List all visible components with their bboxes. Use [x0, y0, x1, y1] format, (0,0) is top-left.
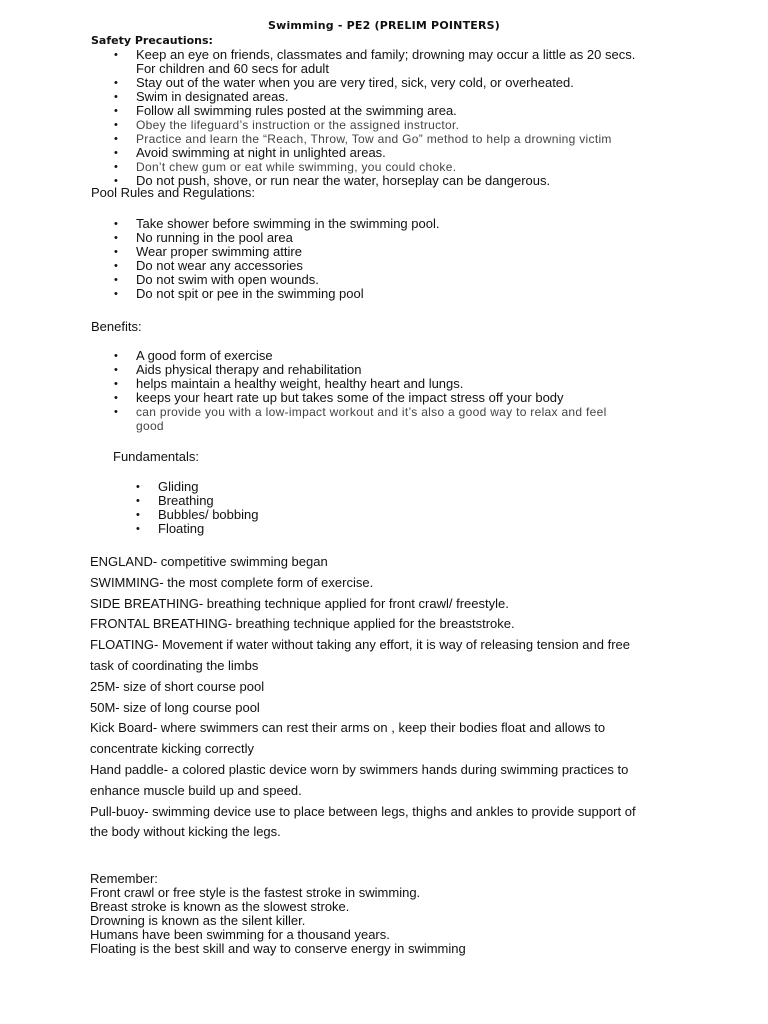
list-item [114, 132, 696, 146]
list-item-text: Aids physical therapy and rehabilitation [136, 362, 362, 377]
list-item [136, 521, 558, 536]
remember-heading: Remember: [90, 871, 158, 886]
list-item-text: No running in the pool area [136, 230, 293, 245]
list-item-text: Breathing [158, 493, 214, 508]
list-item-text: Bubbles/ bobbing [158, 507, 259, 522]
list-item [114, 390, 696, 405]
bullet-icon: • [114, 260, 118, 272]
fundamentals-heading: Fundamentals: [113, 449, 199, 464]
list-item-text: Take shower before swimming in the swimming pool. [136, 216, 440, 231]
list-item-continuation [136, 419, 696, 433]
definition-line: task of coordinating the limbs [90, 657, 259, 673]
remember-line: Drowning is known as the silent killer. [90, 913, 306, 928]
list-item-text: Floating [158, 521, 205, 536]
safety-heading: Safety Precautions: [91, 34, 213, 47]
bullet-icon: • [114, 378, 118, 390]
list-item [114, 286, 696, 301]
list-item [114, 47, 696, 62]
bullet-icon: • [114, 274, 118, 286]
definition-line: ENGLAND- competitive swimming began [90, 554, 328, 569]
definitions-block [90, 552, 680, 843]
definition-line: the body without kicking the legs. [90, 824, 281, 840]
list-item [114, 258, 696, 273]
list-item-text: good [136, 419, 164, 433]
list-item [114, 160, 696, 174]
list-item [114, 89, 696, 104]
bullet-icon: • [114, 49, 118, 61]
list-item [114, 103, 696, 118]
definition-line: FRONTAL BREATHING- breathing technique applied for the breaststroke. [90, 616, 515, 632]
remember-block [90, 872, 690, 956]
list-item-text: Do not push, shove, or run near the water, horseplay can be dangerous. [136, 173, 551, 188]
bullet-icon: • [114, 105, 118, 117]
bullet-icon: • [114, 288, 118, 300]
definition-line: Hand paddle- a colored plastic device worn by swimmers hands during swimming practices to [90, 761, 629, 777]
list-item-text: Keep an eye on friends, classmates and family; drowning may occur a little as 20 secs. [136, 47, 636, 62]
list-item-text: Avoid swimming at night in unlighted areas. [136, 145, 386, 160]
list-item [136, 507, 558, 522]
bullet-icon: • [114, 133, 118, 145]
list-item [114, 244, 696, 259]
list-item-text: Don’t chew gum or eat while swimming, you could choke. [136, 160, 457, 174]
bullet-icon: • [114, 91, 118, 103]
list-item [114, 362, 696, 377]
bullet-icon: • [114, 246, 118, 258]
list-item-text: Wear proper swimming attire [136, 244, 302, 259]
definition-line: FLOATING- Movement if water without taking any effort, it is way of releasing tension and free [90, 637, 630, 653]
definition-line: SIDE BREATHING- breathing technique applied for front crawl/ freestyle. [90, 595, 509, 611]
bullet-icon: • [114, 77, 118, 89]
definition-line: Pull-buoy- swimming device use to place between legs, thighs and ankles to provide support of [90, 803, 636, 819]
list-item [114, 230, 696, 245]
bullet-icon: • [136, 481, 140, 493]
list-item-continuation [136, 62, 696, 76]
remember-line: Breast stroke is known as the slowest stroke. [90, 899, 350, 914]
list-item-text: Do not wear any accessories [136, 258, 303, 273]
list-item-text: Do not swim with open wounds. [136, 272, 319, 287]
list-item [114, 118, 696, 132]
definition-line: 25M- size of short course pool [90, 678, 265, 694]
list-item [136, 493, 558, 508]
list-item-text: Stay out of the water when you are very tired, sick, very cold, or overheated. [136, 75, 574, 90]
bullet-icon: • [114, 119, 118, 131]
remember-line: Humans have been swimming for a thousand years. [90, 927, 390, 942]
list-item [114, 376, 696, 391]
list-item-text: Follow all swimming rules posted at the swimming area. [136, 103, 457, 118]
remember-line: Front crawl or free style is the fastest stroke in swimming. [90, 885, 421, 900]
bullet-icon: • [114, 406, 118, 418]
bullet-icon: • [136, 523, 140, 535]
list-item [114, 75, 696, 90]
definition-line: Kick Board- where swimmers can rest their arms on , keep their bodies float and allows to [90, 720, 606, 736]
list-item-text: For children and 60 secs for adult [136, 61, 329, 76]
safety-list [114, 47, 696, 188]
list-item [114, 272, 696, 287]
bullet-icon: • [136, 495, 140, 507]
remember-line: Floating is the best skill and way to conserve energy in swimming [90, 941, 466, 956]
list-item-text: Practice and learn the “Reach, Throw, Tow and Go” method to help a drowning victim [136, 132, 612, 146]
definition-line: 50M- size of long course pool [90, 699, 260, 715]
list-item [114, 348, 696, 363]
bullet-icon: • [114, 392, 118, 404]
definition-line: SWIMMING- the most complete form of exercise. [90, 574, 374, 590]
definition-line: enhance muscle build up and speed. [90, 782, 302, 798]
bullet-icon: • [114, 161, 118, 173]
bullet-icon: • [114, 147, 118, 159]
list-item-text: A good form of exercise [136, 348, 273, 363]
list-item-text: keeps your heart rate up but takes some of the impact stress off your body [136, 390, 564, 405]
list-item-text: helps maintain a healthy weight, healthy heart and lungs. [136, 376, 464, 391]
fundamentals-list [136, 479, 558, 536]
pool-rules-heading: Pool Rules and Regulations: [91, 185, 256, 200]
list-item [114, 405, 696, 419]
bullet-icon: • [114, 218, 118, 230]
benefits-list [114, 348, 696, 433]
list-item [114, 216, 696, 231]
list-item [136, 479, 558, 494]
list-item-text: Do not spit or pee in the swimming pool [136, 286, 364, 301]
bullet-icon: • [114, 175, 118, 187]
list-item-text: Obey the lifeguard’s instruction or the assigned instructor. [136, 118, 460, 132]
definition-line: concentrate kicking correctly [90, 741, 255, 757]
list-item-text: Gliding [158, 479, 199, 494]
list-item-text: Swim in designated areas. [136, 89, 289, 104]
pool-rules-list [114, 216, 696, 301]
bullet-icon: • [114, 364, 118, 376]
list-item-text: can provide you with a low-impact workout and it’s also a good way to relax and feel [136, 405, 607, 419]
list-item [114, 145, 696, 160]
bullet-icon: • [136, 509, 140, 521]
benefits-heading: Benefits: [91, 319, 142, 334]
bullet-icon: • [114, 232, 118, 244]
bullet-icon: • [114, 350, 118, 362]
document-title: Swimming - PE2 (PRELIM POINTERS) [267, 19, 501, 32]
